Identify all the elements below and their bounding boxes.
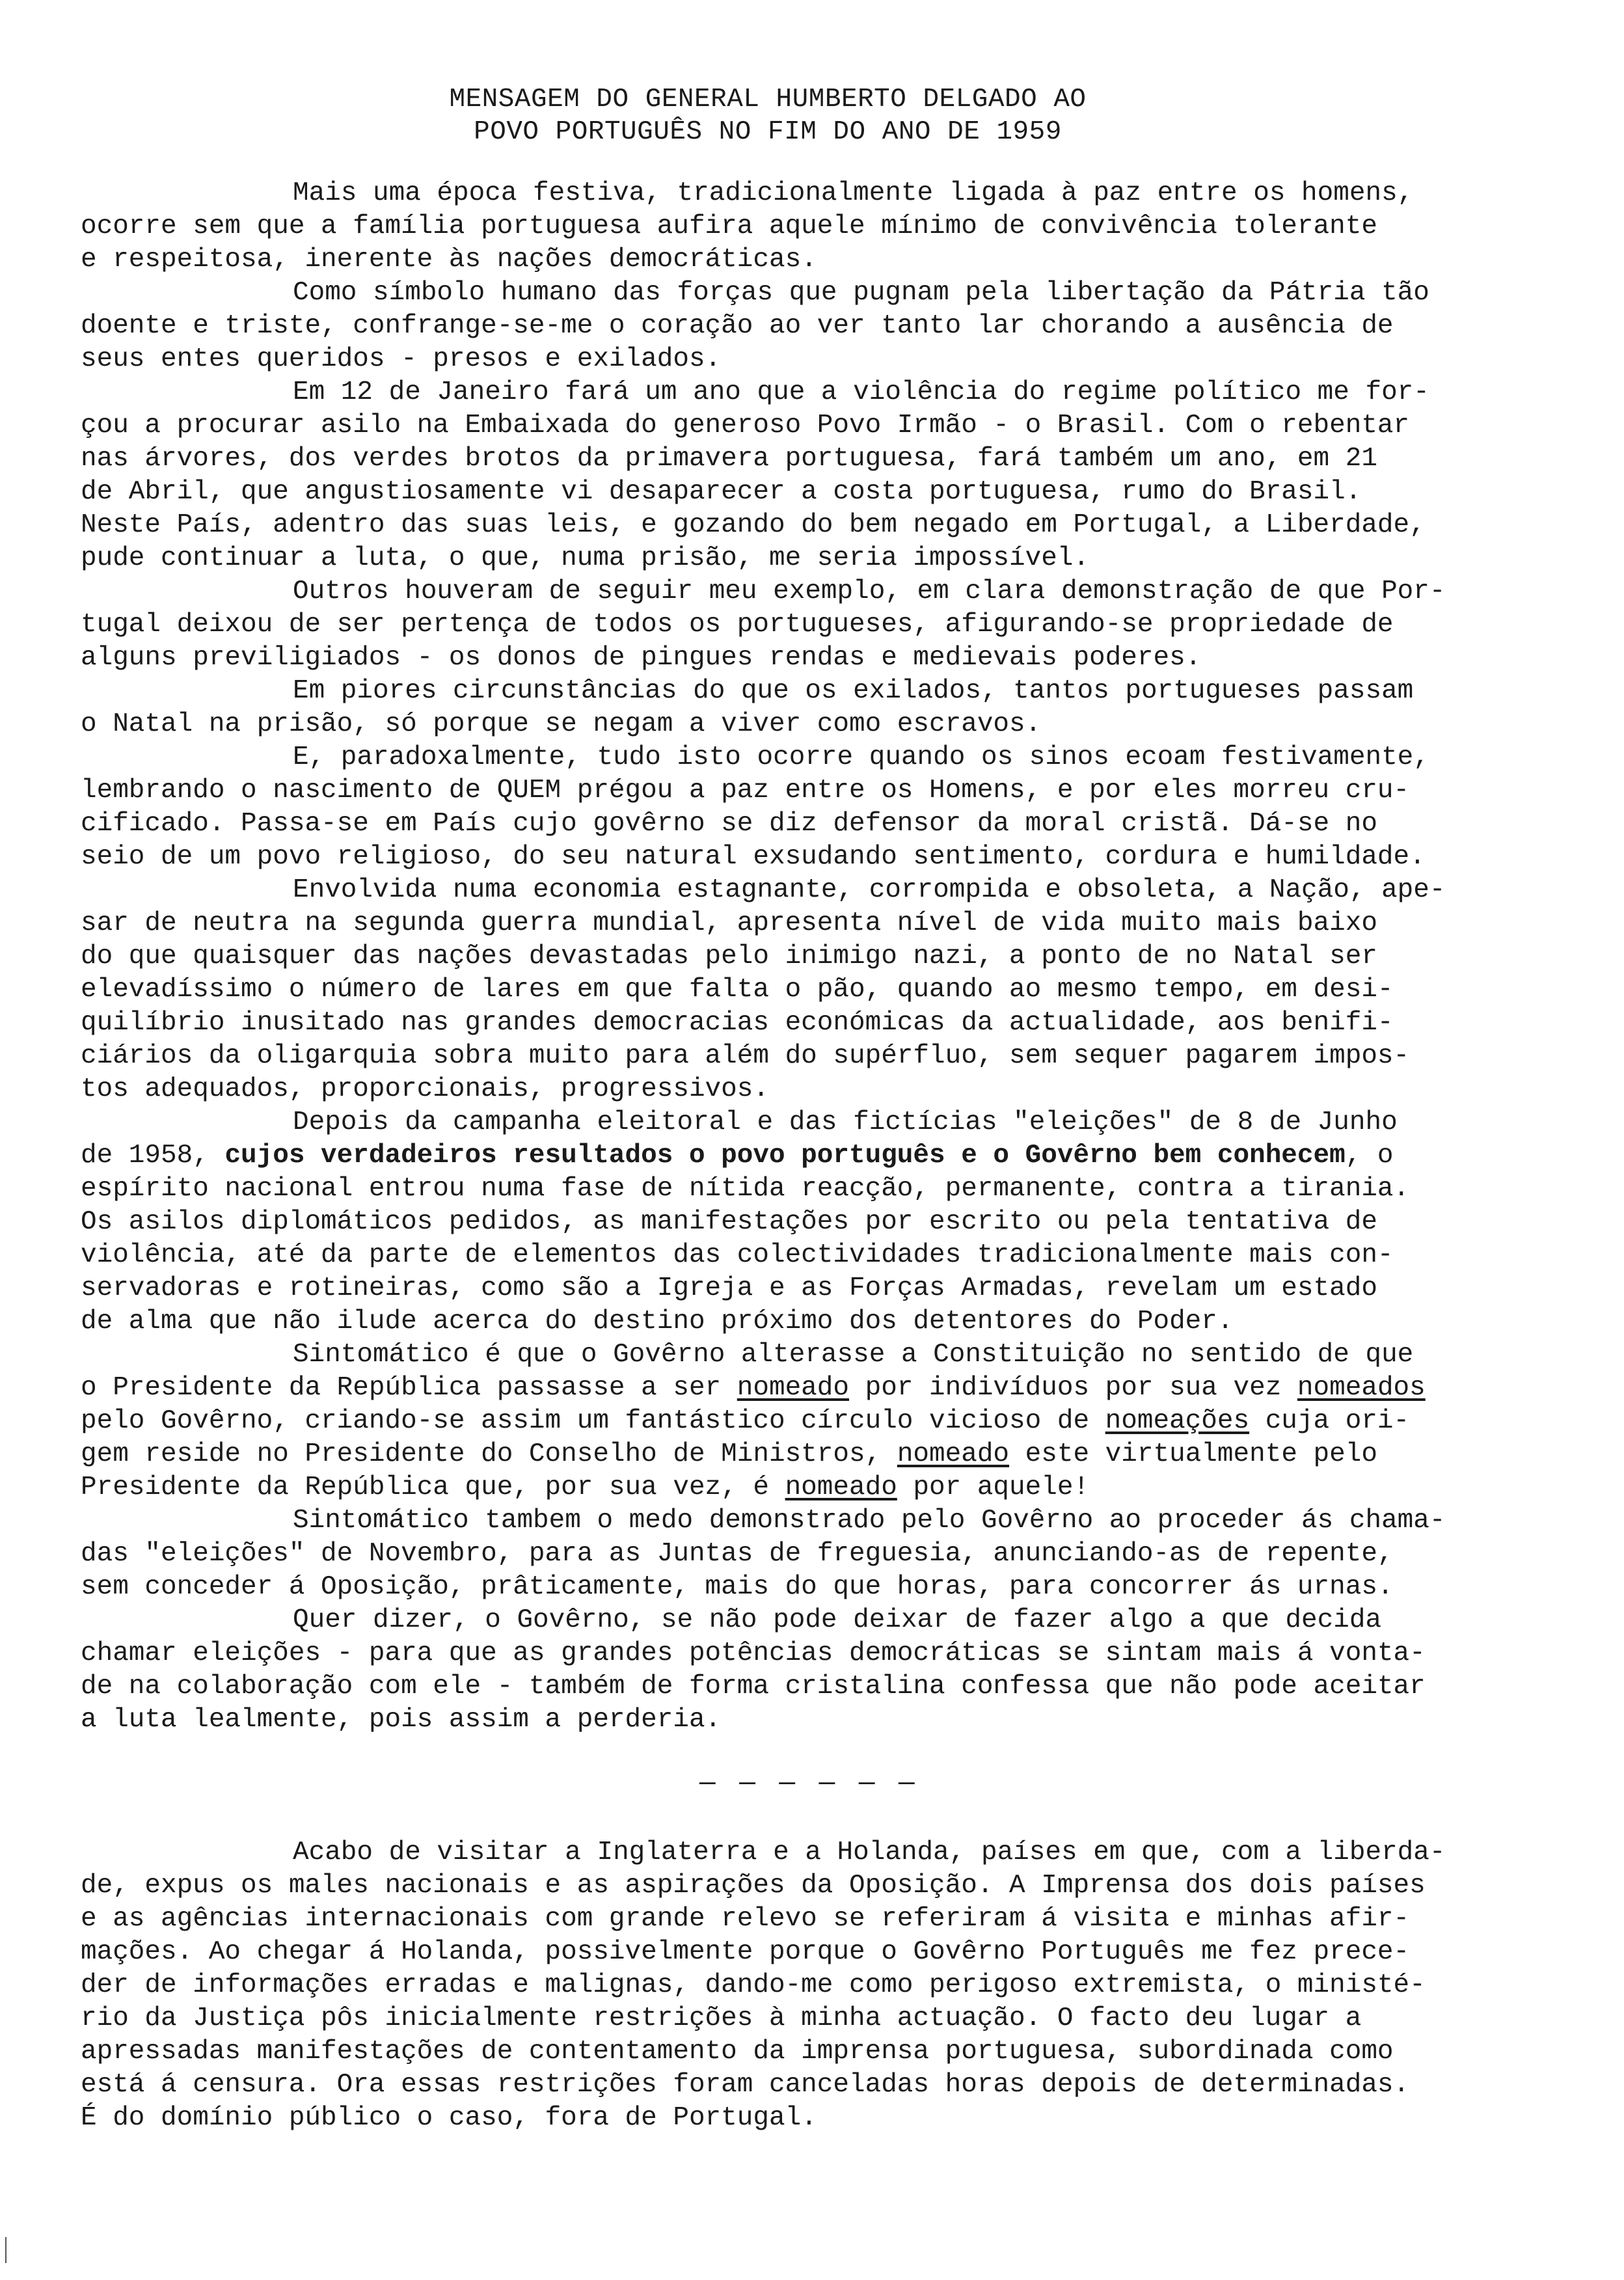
text-line: o Presidente da República passasse a ser nomeado por indivíduos por sua vez nomeados — [81, 1373, 1426, 1403]
text-line: e respeitosa, inerente às nações democráticas. — [81, 245, 817, 275]
document-title-line-1: MENSAGEM DO GENERAL HUMBERTO DELGADO AO — [449, 85, 1087, 115]
text-line: está á censura. Ora essas restrições foram canceladas horas depois de determinadas. — [81, 2070, 1410, 2100]
text-line: Mais uma época festiva, tradicionalmente ligada à paz entre os homens, — [293, 178, 1414, 208]
text-line: Depois da campanha eleitoral e das fictícias "eleições" de 8 de Junho — [293, 1107, 1398, 1137]
paragraph — [81, 675, 1571, 741]
text-line: quilíbrio inusitado nas grandes democracias económicas da actualidade, aos benifi- — [81, 1008, 1394, 1038]
text-line: Sintomático tambem o medo demonstrado pelo Govêrno ao proceder ás chama- — [293, 1506, 1446, 1536]
text-line: É do domínio público o caso, fora de Portugal. — [81, 2103, 817, 2133]
margin-mark — [5, 2237, 7, 2263]
text-line: Em piores circunstâncias do que os exilados, tantos portugueses passam — [293, 676, 1414, 706]
text-line: pelo Govêrno, criando-se assim um fantástico círculo vicioso de nomeações cuja ori- — [81, 1406, 1410, 1436]
text-line: Outros houveram de seguir meu exemplo, em clara demonstração de que Por- — [293, 577, 1446, 606]
text-line: a luta lealmente, pois assim a perderia. — [81, 1705, 722, 1735]
text-line: sar de neutra na segunda guerra mundial, apresenta nível de vida muito mais baixo — [81, 908, 1377, 938]
text-line: tos adequados, proporcionais, progressivos. — [81, 1074, 769, 1104]
text-line: e as agências internacionais com grande relevo se referiram á visita e minhas afir- — [81, 1904, 1410, 1934]
text-line: Sintomático é que o Govêrno alterasse a Constituição no sentido de que — [293, 1340, 1414, 1370]
text-line: gem reside no Presidente do Conselho de Ministros, nomeado este virtualmente pelo — [81, 1439, 1377, 1469]
paragraph — [81, 1504, 1571, 1604]
text-line: Neste País, adentro das suas leis, e gozando do bem negado em Portugal, a Liberdade, — [81, 510, 1426, 540]
text-line: pude continuar a luta, o que, numa prisão, me seria impossível. — [81, 543, 1090, 573]
text-line: apressadas manifestações de contentamento da imprensa portuguesa, subordinada como — [81, 2037, 1394, 2067]
text-line: espírito nacional entrou numa fase de nítida reacção, permanente, contra a tirania. — [81, 1174, 1410, 1204]
section-separator: — — — — — — — [699, 1769, 919, 1798]
text-line: do que quaisquer das nações devastadas pelo inimigo nazi, a ponto de no Natal ser — [81, 942, 1377, 971]
text-line: tugal deixou de ser pertença de todos os portugueses, afigurando-se propriedade de — [81, 610, 1394, 640]
underlined-word: nomeado — [785, 1472, 897, 1502]
underlined-word: nomeado — [737, 1373, 849, 1403]
text-line: sem conceder á Oposição, prâticamente, mais do que horas, para concorrer ás urnas. — [81, 1572, 1394, 1602]
text-line: cificado. Passa-se em País cujo govêrno se diz defensor da moral cristã. Dá-se no — [81, 809, 1377, 839]
underlined-word: nomeado — [897, 1439, 1010, 1469]
paragraph — [81, 1106, 1571, 1338]
text-line: alguns previligiados - os donos de pingues rendas e medievais poderes. — [81, 643, 1202, 673]
text-line: seio de um povo religioso, do seu natural exsudando sentimento, cordura e humildade. — [81, 842, 1426, 872]
text-line: Envolvida numa economia estagnante, corrompida e obsoleta, a Nação, ape- — [293, 875, 1446, 905]
text-line: Acabo de visitar a Inglaterra e a Holanda, países em que, com a liberda- — [293, 1838, 1446, 1867]
text-line: de alma que não ilude acerca do destino próximo dos detentores do Poder. — [81, 1307, 1234, 1337]
text-line: Os asilos diplomáticos pedidos, as manifestações por escrito ou pela tentativa de — [81, 1207, 1377, 1237]
text-line: Em 12 de Janeiro fará um ano que a violência do regime político me for- — [293, 377, 1429, 407]
document-title-line-2: POVO PORTUGUÊS NO FIM DO ANO DE 1959 — [474, 117, 1062, 147]
text-line: das "eleições" de Novembro, para as Juntas de freguesia, anunciando-as de repente, — [81, 1539, 1394, 1569]
text-line: rio da Justiça pôs inicialmente restrições à minha actuação. O facto deu lugar a — [81, 2003, 1362, 2033]
blank-line — [81, 1737, 1571, 1770]
text-line: E, paradoxalmente, tudo isto ocorre quando os sinos ecoam festivamente, — [293, 742, 1429, 772]
paragraph — [81, 376, 1571, 575]
text-line: Quer dizer, o Govêrno, se não pode deixar de fazer algo a que decida — [293, 1605, 1382, 1635]
text-line: doente e triste, confrange-se-me o coração ao ver tanto lar chorando a ausência de — [81, 311, 1394, 341]
text-line: chamar eleições - para que as grandes potências democráticas se sintam mais á vonta- — [81, 1638, 1426, 1668]
text-line: elevadíssimo o número de lares em que falta o pão, quando ao mesmo tempo, em desi- — [81, 975, 1394, 1005]
text-line: ocorre sem que a família portuguesa aufira aquele mínimo de convivência tolerante — [81, 211, 1377, 241]
text-line: Como símbolo humano das forças que pugnam pela libertação da Pátria tão — [293, 278, 1429, 308]
letter-body — [81, 177, 1571, 2135]
text-line: de 1958, cujos verdadeiros resultados o povo português e o Govêrno bem conhecem, o — [81, 1141, 1394, 1171]
paragraph — [81, 1836, 1571, 2135]
paragraph — [81, 277, 1571, 376]
underlined-word: nomeações — [1105, 1406, 1250, 1436]
text-line: seus entes queridos - presos e exilados. — [81, 344, 722, 374]
text-line: violência, até da parte de elementos das colectividades tradicionalmente mais con- — [81, 1240, 1394, 1270]
text-line: de Abril, que angustiosamente vi desaparecer a costa portuguesa, rumo do Brasil. — [81, 477, 1362, 507]
text-line: nas árvores, dos verdes brotos da primavera portuguesa, fará também um ano, em 21 — [81, 444, 1377, 474]
emphasized-phrase: cujos verdadeiros resultados o povo português e o Govêrno bem conhecem — [224, 1141, 1346, 1171]
paragraph — [81, 1338, 1571, 1504]
blank-line — [81, 1803, 1571, 1836]
text-line: de na colaboração com ele - também de forma cristalina confessa que não pode aceitar — [81, 1672, 1426, 1702]
text-line: o Natal na prisão, só porque se negam a viver como escravos. — [81, 709, 1042, 739]
paragraph — [81, 874, 1571, 1106]
text-line: mações. Ao chegar á Holanda, possivelmente porque o Govêrno Português me fez prece- — [81, 1937, 1410, 1967]
paragraph — [81, 177, 1571, 277]
paragraph — [81, 741, 1571, 874]
text-line: çou a procurar asilo na Embaixada do generoso Povo Irmão - o Brasil. Com o rebentar — [81, 411, 1410, 441]
text-line: de, expus os males nacionais e as aspirações da Oposição. A Imprensa dos dois países — [81, 1871, 1426, 1901]
paragraph — [81, 575, 1571, 675]
underlined-word: nomeados — [1297, 1373, 1426, 1403]
text-line: der de informações erradas e malignas, dando-me como perigoso extremista, o ministé- — [81, 1970, 1426, 2000]
text-line: ciários da oligarquia sobra muito para além do supérfluo, sem sequer pagarem impos- — [81, 1041, 1410, 1071]
text-line: servadoras e rotineiras, como são a Igreja e as Forças Armadas, revelam um estado — [81, 1273, 1377, 1303]
text-line: Presidente da República que, por sua vez, é nomeado por aquele! — [81, 1472, 1090, 1502]
text-line: lembrando o nascimento de QUEM prégou a paz entre os Homens, e por eles morreu cru- — [81, 776, 1410, 806]
paragraph — [81, 1604, 1571, 1737]
